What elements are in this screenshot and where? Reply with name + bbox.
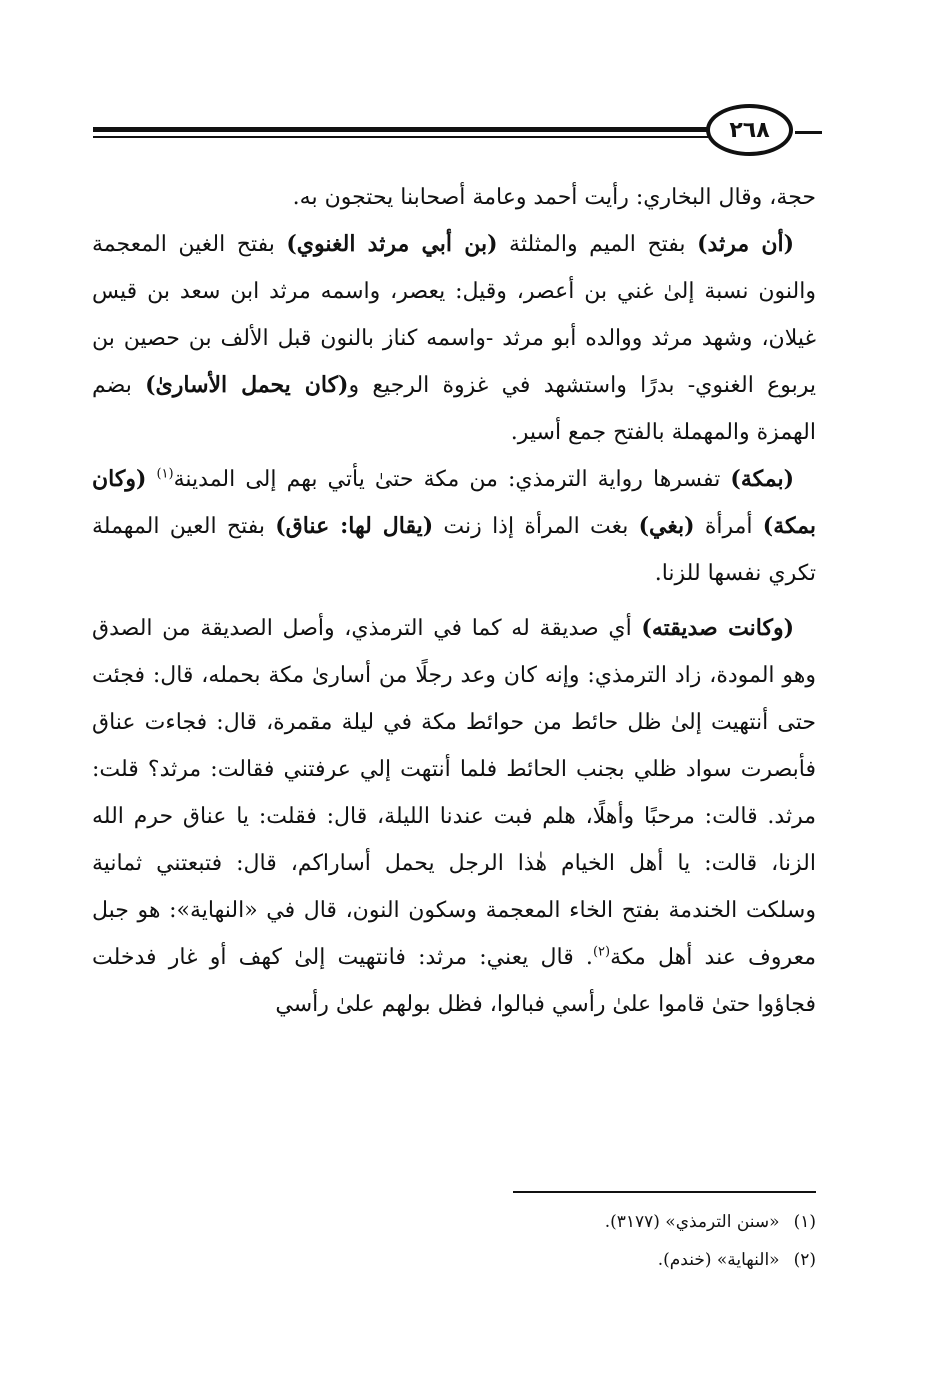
paragraph bbox=[92, 174, 816, 221]
text-run: بغت المرأة إذا زنت bbox=[433, 514, 639, 539]
page-number-frame bbox=[706, 104, 793, 156]
text-run: حجة، وقال البخاري: رأيت أحمد وعامة أصحابنا يحتجون به. bbox=[292, 185, 816, 210]
footnote-number: (١) bbox=[793, 1212, 816, 1232]
text-run: تفسرها رواية الترمذي: من مكة حتىٰ يأتي بهم إلى المدينة bbox=[173, 467, 731, 492]
bold-term: (أن مرثد) bbox=[697, 231, 794, 257]
page-number: ٢٦٨ bbox=[729, 117, 770, 143]
footnote-marker: (١) bbox=[156, 466, 174, 482]
bold-term: (وكانت صديقته) bbox=[641, 615, 795, 641]
text-run: بفتح الغين المعجمة والنون نسبة إلىٰ غني بن أعصر، وقيل: يعصر، واسمه مرثد ابن سعد بن قيس غيلان، وشهد مرثد ووالده أبو مرثد -واسمه كناز بالنون قبل الألف بن حصين بن يربوع الغنوي- بدرًا واستشهد في غزوة الرجيع و bbox=[92, 232, 816, 398]
bold-term: (يقال لها: عناق) bbox=[275, 513, 434, 539]
footnotes bbox=[92, 1203, 816, 1279]
bold-term: (بن أبي مرثد الغنوي) bbox=[286, 231, 498, 257]
text-run: أي صديقة له كما في الترمذي، وأصل الصديقة من الصدق وهو المودة، زاد الترمذي: وإنه كان وعد رجلًا من أسارىٰ مكة بحمله، قال: فجئت حتى أنتهيت إلىٰ ظل حائط من حوائط مكة في ليلة مقمرة، قال: فجاءت عناق فأبصرت سواد ظلي بجنب الحائط فلما أنتهت إلي عرفتني فقالت: مرثد؟ قلت: مرثد. قالت: مرحبًا وأهلًا، هلم فبت عندنا الليلة، قال: فقلت: يا عناق حرم الله الزنا، قالت: يا أهل الخيام هٰذا الرجل يحمل أساراكم، قال: فتبعتني ثمانية وسلكت الخندمة بفتح الخاء المعجمة وسكون النون، قال في «النهاية»: هو جبل معروف عند أهل مكة bbox=[92, 616, 816, 970]
text-run: أمرأة bbox=[694, 514, 763, 539]
text-run: . قال يعني: مرثد: فانتهيت إلىٰ كهف أو غار فدخلت فجاؤوا حتىٰ قاموا علىٰ رأسي فبالوا، فظل بولهم علىٰ رأسي bbox=[92, 945, 816, 1017]
bold-term: (بغي) bbox=[638, 513, 695, 539]
text-run: بفتح الميم والمثلثة bbox=[497, 232, 698, 257]
bold-term: (وكان بمكة) bbox=[92, 466, 816, 539]
paragraph bbox=[92, 221, 816, 456]
text-run bbox=[146, 467, 156, 492]
page-header bbox=[0, 0, 947, 180]
paragraph bbox=[92, 456, 816, 597]
text-run: بضم الهمزة والمهملة بالفتح جمع أسير. bbox=[92, 373, 816, 445]
footnote bbox=[92, 1203, 816, 1241]
body-text bbox=[92, 174, 816, 1028]
footnote bbox=[92, 1241, 816, 1279]
footnote-separator bbox=[513, 1191, 816, 1193]
footnote-number: (٢) bbox=[793, 1250, 816, 1270]
footnote-text: «النهاية» (خندم). bbox=[657, 1250, 780, 1270]
bold-term: (بمكة) bbox=[730, 466, 795, 492]
header-rule-thin bbox=[93, 136, 708, 138]
footnote-text: «سنن الترمذي» (٣١٧٧). bbox=[604, 1212, 780, 1232]
text-run: بفتح العين المهملة تكري نفسها للزنا. bbox=[92, 514, 816, 586]
paragraph bbox=[92, 605, 816, 1028]
bold-term: (كان يحمل الأسارىٰ) bbox=[145, 372, 349, 398]
footnote-marker: (٢) bbox=[592, 944, 611, 960]
header-rule-thick bbox=[93, 127, 708, 132]
header-rule-right bbox=[795, 131, 822, 134]
